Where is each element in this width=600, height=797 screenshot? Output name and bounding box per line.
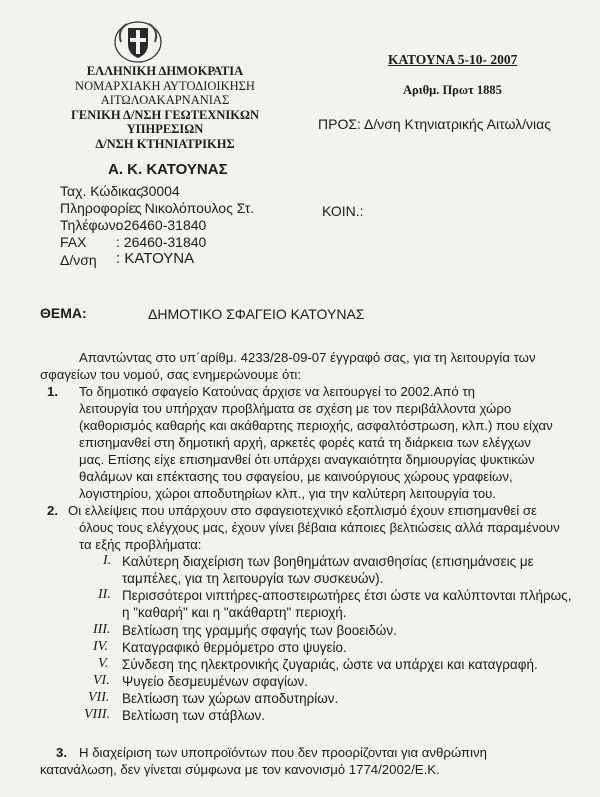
header-line-1: ΕΛΛΗΝΙΚΗ ΔΗΜΟΚΡΑΤΙΑ	[86, 64, 244, 78]
item-number-2: II.	[98, 587, 111, 602]
greek-coat-of-arms-emblem	[113, 18, 163, 64]
point-1-number: 1.	[47, 384, 58, 399]
point-3-number: 3.	[56, 745, 67, 760]
sender-label-phone: Τηλέφωνο	[60, 217, 124, 233]
sender-value-info: :. Νικολόπουλος Στ.	[133, 200, 255, 216]
item-line: Βελτίωση των στάβλων.	[122, 708, 266, 723]
sender-label-fax: FAX	[60, 234, 87, 250]
item-number-5: V.	[98, 656, 109, 671]
protocol-number: Αριθμ. Πρωτ 1885	[403, 83, 502, 97]
sender-label-info: Πληροφορίες	[60, 200, 142, 216]
point-1-line: Το δημοτικό σφαγείο Κατούνας άρχισε να λειτουργεί το 2002.Από τη	[79, 384, 475, 399]
point-2-number: 2.	[47, 503, 58, 518]
item-line: Καταγραφικό θερμόμετρο στο ψυγείο.	[122, 640, 347, 655]
point-3-line: κατανάλωση, δεν γίνεται σύμφωνα με τον κανονισμό 1774/2002/Ε.Κ.	[40, 762, 440, 777]
point-1-line: λογιστηρίου, χώροι αποδυτηρίων κλπ., για την καλύτερη λειτουργία του.	[79, 486, 497, 501]
item-line: η "καθαρή" και η "ακάθαρτη" περιοχή.	[122, 605, 347, 620]
header-line-3: ΑΙΤΩΛΟΑΚΑΡΝΑΝΙΑΣ	[100, 93, 230, 107]
sender-title: Α. Κ. ΚΑΤΟΥΝΑΣ	[108, 161, 228, 178]
point-1-line: λειτουργία του υπήρχαν προβλήματα σε σχέση με τον περιβάλλοντα χώρο	[79, 401, 512, 416]
place-date: ΚΑΤΟΥΝΑ 5-10- 2007	[388, 52, 518, 67]
item-number-6: VI.	[93, 673, 110, 688]
item-line: Βελτίωση της γραμμής σφαγής των βοοειδών.	[122, 623, 397, 638]
intro-line-2: σφαγείων του νομού, σας ενημερώνουμε ότι:	[40, 367, 302, 382]
point-2-line: όλους τους ελέγχους μας, έχουν γίνει βέβαια κάποιες βελτιώσεις αλλά παραμένουν	[79, 520, 560, 535]
subject-text: ΔΗΜΟΤΙΚΟ ΣΦΑΓΕΙΟ ΚΑΤΟΥΝΑΣ	[148, 306, 365, 322]
sender-value-phone: : 26460-31840	[116, 217, 207, 233]
header-line-4: ΓΕΝΙΚΗ Δ/ΝΣΗ ΓΕΩΤΕΧΝΙΚΩΝ ΥΠΗΡΕΣΙΩΝ	[70, 107, 260, 136]
header-line-2: ΝΟΜΑΡΧΙΑΚΗ ΑΥΤΟΔΙΟΙΚΗΣΗ	[75, 78, 255, 93]
item-line: Βελτίωση των χώρων αποδυτηρίων.	[122, 691, 339, 706]
issuer-header	[40, 64, 290, 151]
item-line: Περισσότεροι νιπτήρες-αποστειρωτήρες έτσι ώστε να καλύπτονται πλήρως,	[122, 588, 572, 603]
recipient: ΠΡΟΣ: Δ/νση Κτηνιατρικής Αιτωλ/νιας	[318, 116, 551, 132]
item-line: Σύνδεση της ηλεκτρονικής ζυγαριάς, ώστε να υπάρχει και καταγραφή.	[122, 657, 538, 672]
point-2-line: Οι ελλείψεις που υπάρχουν στο σφαγειοτεχνικό εξοπλισμό έχουν επισημανθεί σε	[68, 503, 537, 518]
subject-label: ΘΕΜΑ:	[40, 305, 87, 321]
point-3-line: Η διαχείριση των υποπροϊόντων που δεν προορίζονται για ανθρώπινη	[79, 745, 487, 760]
sender-value-postcode: : 30004	[133, 183, 180, 199]
header-line-5: Δ/ΝΣΗ ΚΤΗΝΙΑΤΡΙΚΗΣ	[95, 136, 235, 151]
item-number-4: IV.	[93, 639, 108, 654]
sender-label-postcode: Ταχ. Κώδικας	[60, 183, 143, 199]
point-1-line: μας. Επίσης είχε επισημανθεί ότι υπάρχει αναγκαιότητα δημιουργίας ψυκτικών	[79, 452, 535, 467]
item-number-7: VII.	[88, 690, 110, 705]
item-number-1: I.	[103, 553, 112, 568]
intro-line-1: Απαντώντας στο υπ΄αρίθμ. 4233/28-09-07 έγγραφό σας, για τη λειτουργία των	[79, 350, 536, 365]
point-1-line: θαλάμων και επέκτασης του σφαγείου, με καινούργιους χώρους γραφείων,	[79, 469, 513, 484]
item-line: ταμπέλες, για τη λειτουργία των συσκευών).	[122, 571, 384, 586]
point-1-line: επισημανθεί στη δημοτική αρχή, αρκετές φορές κατά τη διάρκεια των ελέγχων	[79, 435, 531, 450]
point-1-line: (καθορισμός καθαρής και ακάθαρτης περιοχής, ασφαλτόστρωση, κλπ.) που είχαν	[79, 418, 553, 433]
sender-value-fax: : 26460-31840	[116, 234, 207, 250]
item-number-3: III.	[93, 622, 111, 637]
point-2-line: τα εξής προβλήματα:	[79, 537, 202, 552]
sender-value-address: : ΚΑΤΟΥΝΑ	[116, 250, 195, 267]
item-line: Καλύτερη διαχείριση των βοηθημάτων αναισθησίας (επισημάνσεις με	[122, 554, 534, 569]
sender-label-address: Δ/νση	[60, 252, 97, 268]
item-number-8: VIII.	[84, 707, 111, 722]
cc-label: ΚΟΙΝ.:	[322, 203, 364, 219]
item-line: Ψυγείο δεσμευμένων σφαγίων.	[122, 674, 309, 689]
